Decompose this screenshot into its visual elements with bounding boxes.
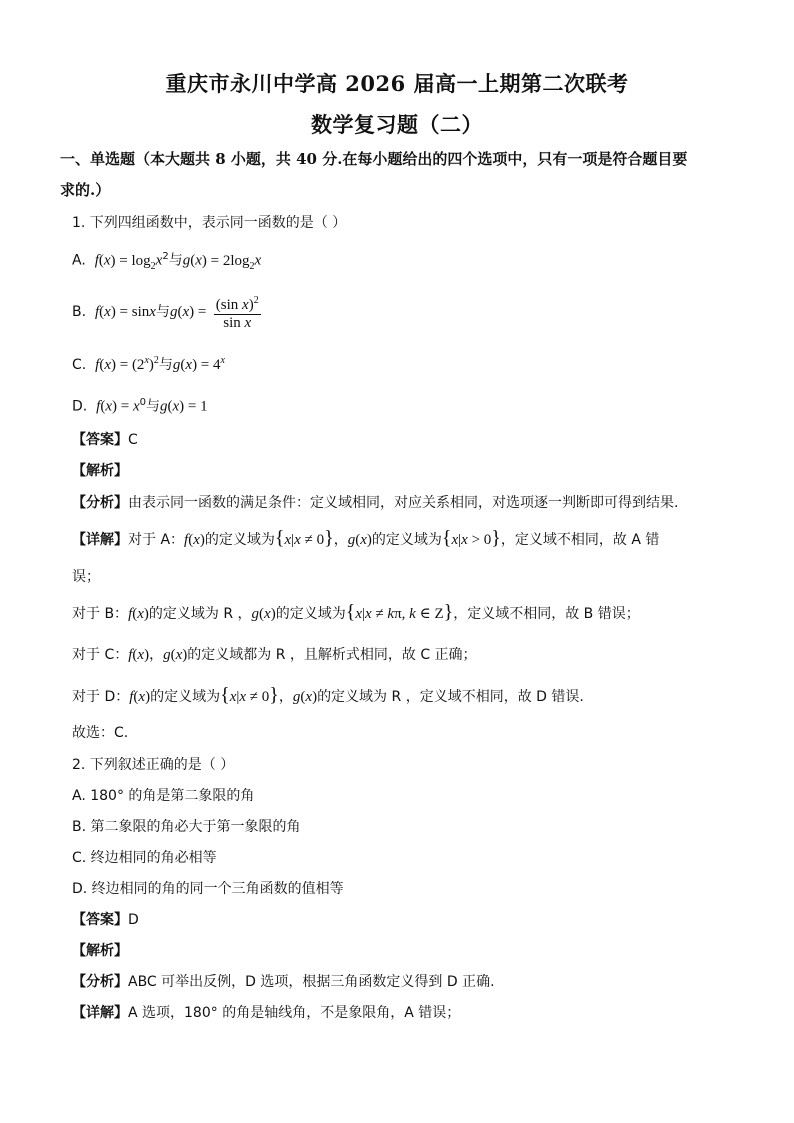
q1-analysis-tag: 【解析】 [72, 463, 128, 479]
section-heading-line2: 求的.） [60, 181, 111, 199]
fraction: $\frac{(\sin x)^2}{\text{sin x}}$ [214, 292, 261, 332]
q2-option-a: A. 180° 的角是第二象限的角 [72, 788, 255, 804]
document-subtitle: 数学复习题（二） [311, 112, 483, 137]
q1-option-b-label: B. [72, 304, 87, 320]
q1-detail-b: 对于 B：f(x)的定义域为 R ，g(x)的定义域为{x|x ≠ kπ, k ∈ Z}，定义域不相同，故 B 错误； [72, 601, 640, 623]
q1-answer: 【答案】C [72, 432, 138, 448]
q1-stem: 1. 下列四组函数中，表示同一函数的是（ ） [72, 215, 347, 231]
q2-option-c: C. 终边相同的角必相等 [72, 850, 217, 866]
q2-fenxi: 【分析】ABC 可举出反例，D 选项，根据三角函数定义得到 D 正确. [72, 974, 495, 990]
q1-option-d: D. $f(x) = x^0$与g(x) = 1 [72, 397, 208, 415]
q1-detail-c: 对于 C：f(x)，g(x)的定义域都为 R ，且解析式相同，故 C 正确； [72, 647, 477, 663]
q1-option-b: B. f(x) = sinx与g(x) = $\frac{(\sin x)^2}{\text{sin x}}$ [72, 292, 264, 332]
q1-answer-value: C [128, 432, 138, 448]
section-heading-line1: 一、单选题（本大题共 8 小题，共 40 分.在每小题给出的四个选项中，只有一项是符合题目要 [60, 150, 688, 168]
q1-detail-a-cont: 误； [72, 569, 100, 585]
q2-option-b: B. 第二象限的角必大于第一象限的角 [72, 819, 301, 835]
q2-analysis-tag: 【解析】 [72, 943, 128, 959]
q2-answer-value: D [128, 912, 139, 928]
q2-option-d: D. 终边相同的角的同一个三角函数的值相等 [72, 881, 344, 897]
q2-stem: 2. 下列叙述正确的是（ ） [72, 757, 235, 773]
q2-detail: 【详解】A 选项，180° 的角是轴线角，不是象限角，A 错误； [72, 1005, 461, 1021]
q2-answer: 【答案】D [72, 912, 139, 928]
q1-detail-a: 【详解】对于 A：f(x)的定义域为{x|x ≠ 0}，g(x)的定义域为{x|x > 0}，定义域不相同，故 A 错 [72, 527, 660, 549]
q1-option-a: A. $f(x) = \log_2x^2$与$g(x) = 2\log_2x$ [72, 251, 262, 272]
q1-conclusion: 故选：C. [72, 725, 129, 741]
q1-fenxi: 【分析】由表示同一函数的满足条件：定义域相同，对应关系相同，对选项逐一判断即可得到结果. [72, 495, 679, 511]
q1-option-d-label: D. [72, 398, 88, 415]
q1-option-c: C. $f(x) = (2^x)^2$与$g(x) = 4^x$ [72, 355, 225, 373]
q1-detail-d: 对于 D：f(x)的定义域为{x|x ≠ 0}，g(x)的定义域为 R ，定义域不相同，故 D 错误. [72, 684, 584, 706]
q1-option-c-label: C. [72, 357, 87, 373]
document-title: 重庆市永川中学高 2026 届高一上期第二次联考 [165, 71, 629, 96]
q1-option-a-label: A. [72, 252, 86, 269]
